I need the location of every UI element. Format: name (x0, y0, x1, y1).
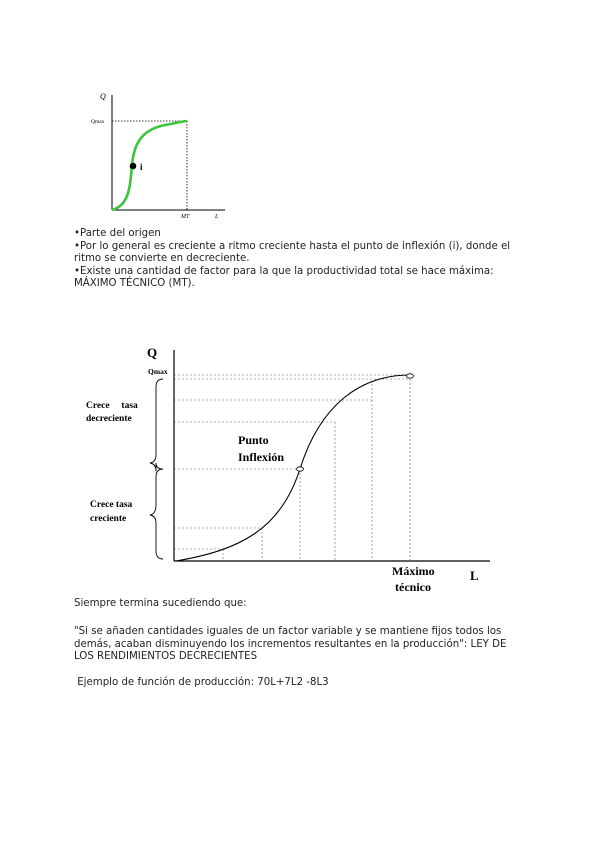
fig2-upper-label-line2: decreciente (86, 414, 132, 424)
bullet-item: •Parte del origen (74, 228, 161, 239)
fig2-upper-brace (150, 379, 163, 471)
fig2-max-label-line1: Máximo (392, 564, 435, 578)
fig2-inflection-label-line1: Punto (238, 433, 269, 447)
figure-1-production-curve (85, 85, 245, 225)
fig2-lower-brace (150, 469, 163, 559)
intro-paragraph: Siempre termina sucediendo que: (74, 598, 247, 609)
fig2-y-axis-label: Q (147, 345, 158, 360)
fig1-inflection-point (130, 163, 137, 170)
fig1-x-axis-label: L (215, 214, 219, 220)
example-paragraph: Ejemplo de función de producción: 70L+7L2 -8L3 (74, 677, 329, 688)
fig2-vertical-guides (223, 375, 410, 561)
fig2-qmax-label: Qmax (148, 367, 168, 376)
fig1-inflection-label: i (140, 162, 143, 172)
figure-2-production-curve (70, 335, 510, 600)
law-quote-paragraph: "Si se añaden cantidades iguales de un factor variable y se mantiene fijos todos los demás, acaban disminuyendo los incrementos resultantes en la producción": LEY DE LOS RENDIMIENTOS DECRECIENTES (74, 626, 507, 663)
fig2-production-curve (176, 375, 410, 561)
fig2-max-point (407, 374, 414, 378)
bullet-item: •Existe una cantidad de factor para la que la productividad total se hace máxima: MÁXIMO TÉCNICO (MT). (74, 265, 494, 290)
fig1-production-curve (112, 121, 187, 210)
fig2-upper-label-line1: Crece tasa (86, 401, 138, 411)
fig2-horizontal-guides (174, 375, 410, 549)
fig2-inflection-point (297, 467, 304, 471)
fig1-qmax-label: Qmax (91, 119, 105, 125)
fig2-x-axis-label: L (470, 568, 479, 583)
fig1-y-axis-label: Q (100, 92, 106, 101)
fig1-mt-label: MT (181, 214, 190, 220)
bullet-item: •Por lo general es creciente a ritmo creciente hasta el punto de inflexión (i), donde el ritmo se convierte en decreciente. (74, 240, 511, 265)
fig2-lower-label-line2: creciente (90, 514, 127, 524)
fig2-max-label-line2: técnico (395, 580, 431, 594)
bullet-list (74, 228, 524, 291)
fig2-inflection-label-line2: Inflexión (238, 450, 285, 464)
fig2-lower-label-line1: Crece tasa (90, 500, 133, 510)
